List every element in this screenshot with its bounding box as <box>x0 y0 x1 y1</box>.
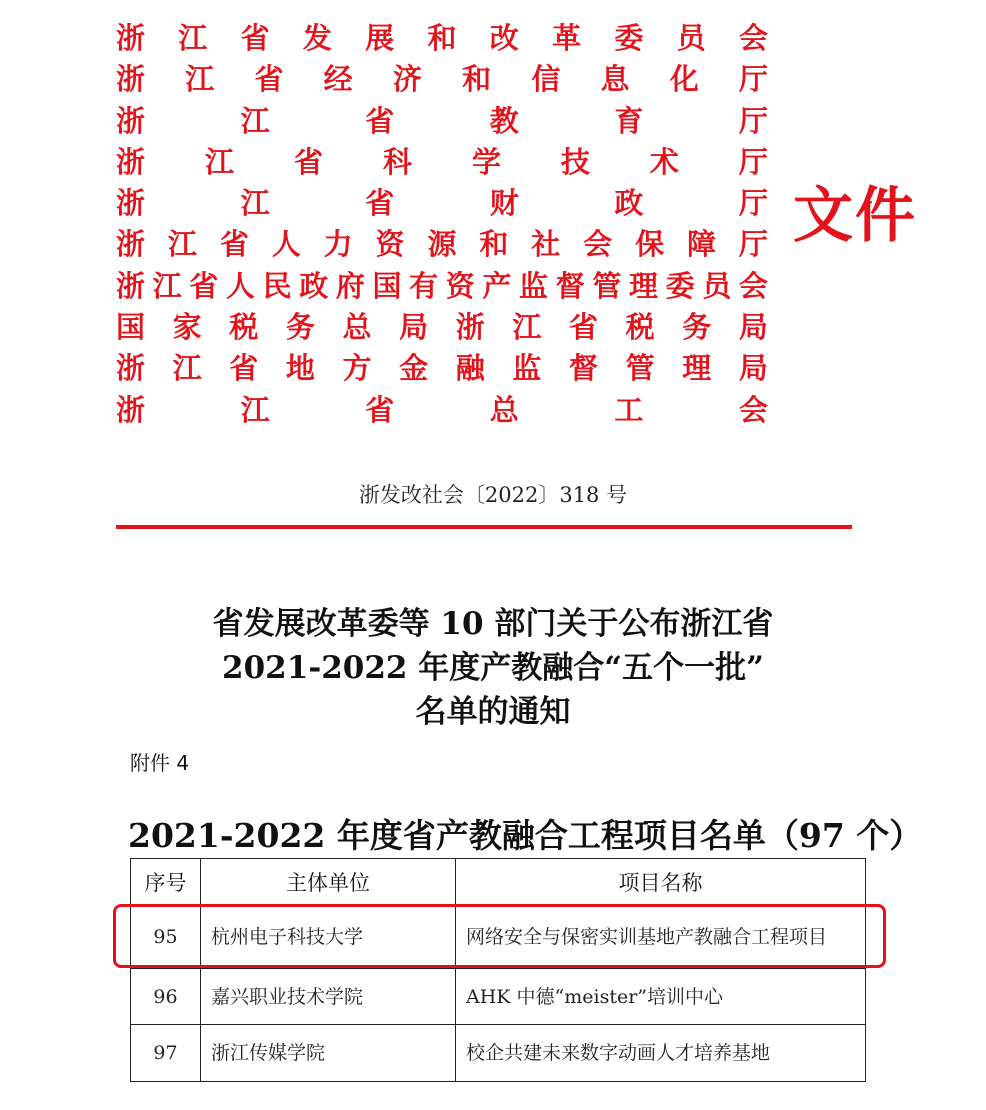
issuer-char: 地 <box>285 351 315 386</box>
issuer-char: 济 <box>392 62 422 97</box>
issuer-char: 术 <box>649 144 679 179</box>
issuer-char: 厅 <box>738 62 768 97</box>
table-row <box>131 969 866 1025</box>
issuer-char: 浙 <box>116 351 146 386</box>
issuer-char: 厅 <box>738 186 768 221</box>
issuer-char: 省 <box>365 392 395 427</box>
issuer-char: 江 <box>512 310 542 345</box>
notice-title <box>0 602 986 734</box>
issuer-char: 国 <box>116 310 146 345</box>
issuer-char: 革 <box>552 21 582 55</box>
document-number: 浙发改社会〔2022〕318 号 <box>358 483 628 507</box>
row-index: 96 <box>131 969 201 1025</box>
issuer-char: 障 <box>686 227 716 262</box>
issuer-char: 融 <box>455 351 485 386</box>
issuer-char: 税 <box>229 310 259 345</box>
issuer-char: 民 <box>262 268 292 303</box>
issuer-char: 督 <box>569 351 599 386</box>
issuer-char: 发 <box>302 21 332 55</box>
issuer-char: 会 <box>738 268 768 303</box>
issuer-char: 源 <box>427 227 457 262</box>
issuer-line <box>116 348 768 389</box>
issuer-char: 浙 <box>116 144 146 179</box>
issuer-char: 展 <box>365 21 395 55</box>
issuer-char: 财 <box>489 186 519 221</box>
issuer-char: 政 <box>614 186 644 221</box>
issuer-char: 省 <box>189 268 219 303</box>
issuer-char: 技 <box>560 144 590 179</box>
issuer-char: 府 <box>335 268 365 303</box>
issuer-char: 总 <box>489 392 519 427</box>
issuer-char: 江 <box>185 62 215 97</box>
issuer-char: 产 <box>482 268 512 303</box>
issuer-char: 督 <box>555 268 585 303</box>
issuer-char: 学 <box>471 144 501 179</box>
issuer-line <box>116 266 768 307</box>
issuer-char: 厅 <box>738 103 768 138</box>
issuer-char: 局 <box>738 310 768 345</box>
issuer-char: 和 <box>479 227 509 262</box>
issuer-char: 省 <box>365 103 395 138</box>
issuer-line <box>116 390 768 431</box>
issuer-char: 税 <box>625 310 655 345</box>
issuer-char: 委 <box>665 268 695 303</box>
issuer-char: 浙 <box>116 21 146 55</box>
row-project-name: AHK 中德“meister”培训中心 <box>456 969 866 1025</box>
issuer-char: 管 <box>625 351 655 386</box>
issuer-char: 政 <box>299 268 329 303</box>
issuer-char: 浙 <box>455 310 485 345</box>
issuer-char: 会 <box>583 227 613 262</box>
notice-title-line-1: 省发展改革委等 10 部门关于公布浙江省 <box>212 606 774 642</box>
issuer-char: 资 <box>445 268 475 303</box>
issuer-char: 会 <box>738 392 768 427</box>
issuer-char: 江 <box>204 144 234 179</box>
issuer-char: 省 <box>365 186 395 221</box>
issuer-char: 江 <box>167 227 197 262</box>
issuer-char: 浙 <box>116 268 146 303</box>
notice-title-line-2: 2021-2022 年度产教融合“五个一批” <box>222 650 764 686</box>
issuer-char: 浙 <box>116 62 146 97</box>
header-index: 序号 <box>131 859 201 906</box>
issuer-char: 浙 <box>116 186 146 221</box>
issuer-char: 教 <box>489 103 519 138</box>
issuing-authorities <box>116 18 768 431</box>
issuer-char: 局 <box>399 310 429 345</box>
red-separator-line <box>116 525 852 529</box>
issuer-char: 育 <box>614 103 644 138</box>
issuer-char: 浙 <box>116 392 146 427</box>
issuer-char: 息 <box>600 62 630 97</box>
issuer-char: 和 <box>427 21 457 55</box>
table-row <box>131 1025 866 1082</box>
issuer-char: 方 <box>342 351 372 386</box>
project-table <box>130 858 866 1082</box>
issuer-char: 监 <box>519 268 549 303</box>
issuer-char: 科 <box>382 144 412 179</box>
issuer-char: 经 <box>323 62 353 97</box>
issuer-char: 有 <box>409 268 439 303</box>
table-header-row <box>131 859 866 906</box>
issuer-char: 化 <box>669 62 699 97</box>
issuer-char: 厅 <box>738 144 768 179</box>
row-project-name: 网络安全与保密实训基地产教融合工程项目 <box>456 906 866 969</box>
issuer-line <box>116 142 768 183</box>
issuer-char: 江 <box>240 103 270 138</box>
issuer-char: 省 <box>293 144 323 179</box>
row-project-name: 校企共建未来数字动画人才培养基地 <box>456 1025 866 1082</box>
issuer-char: 资 <box>375 227 405 262</box>
table-row <box>131 906 866 969</box>
issuer-char: 江 <box>152 268 182 303</box>
header-organization: 主体单位 <box>201 859 456 906</box>
issuer-char: 江 <box>240 392 270 427</box>
row-organization: 杭州电子科技大学 <box>201 906 456 969</box>
row-index: 95 <box>131 906 201 969</box>
issuer-char: 社 <box>531 227 561 262</box>
row-organization: 浙江传媒学院 <box>201 1025 456 1082</box>
issuer-line <box>116 183 768 224</box>
issuer-char: 工 <box>614 392 644 427</box>
issuer-char: 务 <box>285 310 315 345</box>
row-organization: 嘉兴职业技术学院 <box>201 969 456 1025</box>
issuer-char: 家 <box>172 310 202 345</box>
issuer-char: 理 <box>682 351 712 386</box>
issuer-char: 理 <box>628 268 658 303</box>
issuer-char: 省 <box>219 227 249 262</box>
issuer-char: 省 <box>254 62 284 97</box>
document-suffix: 文件 <box>793 181 917 251</box>
issuer-char: 金 <box>399 351 429 386</box>
issuer-char: 国 <box>372 268 402 303</box>
issuer-char: 江 <box>172 351 202 386</box>
row-index: 97 <box>131 1025 201 1082</box>
issuer-char: 会 <box>738 21 768 55</box>
issuer-char: 浙 <box>116 227 146 262</box>
issuer-char: 力 <box>323 227 353 262</box>
issuer-char: 厅 <box>738 227 768 262</box>
issuer-char: 务 <box>682 310 712 345</box>
issuer-char: 总 <box>342 310 372 345</box>
issuer-char: 保 <box>635 227 665 262</box>
issuer-char: 省 <box>240 21 270 55</box>
header-project-name: 项目名称 <box>456 859 866 906</box>
issuer-char: 员 <box>702 268 732 303</box>
issuer-line <box>116 224 768 265</box>
issuer-line <box>116 18 768 59</box>
attachment-label: 附件 4 <box>130 751 190 775</box>
issuer-line <box>116 307 768 348</box>
issuer-char: 江 <box>178 21 208 55</box>
issuer-char: 改 <box>489 21 519 55</box>
issuer-char: 人 <box>225 268 255 303</box>
issuer-line <box>116 59 768 100</box>
issuer-char: 信 <box>531 62 561 97</box>
issuer-char: 管 <box>592 268 622 303</box>
issuer-char: 委 <box>614 21 644 55</box>
list-title: 2021-2022 年度省产教融合工程项目名单（97 个） <box>128 816 923 855</box>
notice-title-line-3: 名单的通知 <box>415 694 571 730</box>
issuer-char: 省 <box>229 351 259 386</box>
issuer-char: 省 <box>569 310 599 345</box>
issuer-char: 人 <box>271 227 301 262</box>
issuer-char: 局 <box>738 351 768 386</box>
issuer-char: 浙 <box>116 103 146 138</box>
issuer-char: 监 <box>512 351 542 386</box>
issuer-char: 员 <box>676 21 706 55</box>
issuer-char: 和 <box>462 62 492 97</box>
issuer-line <box>116 101 768 142</box>
issuer-char: 江 <box>240 186 270 221</box>
